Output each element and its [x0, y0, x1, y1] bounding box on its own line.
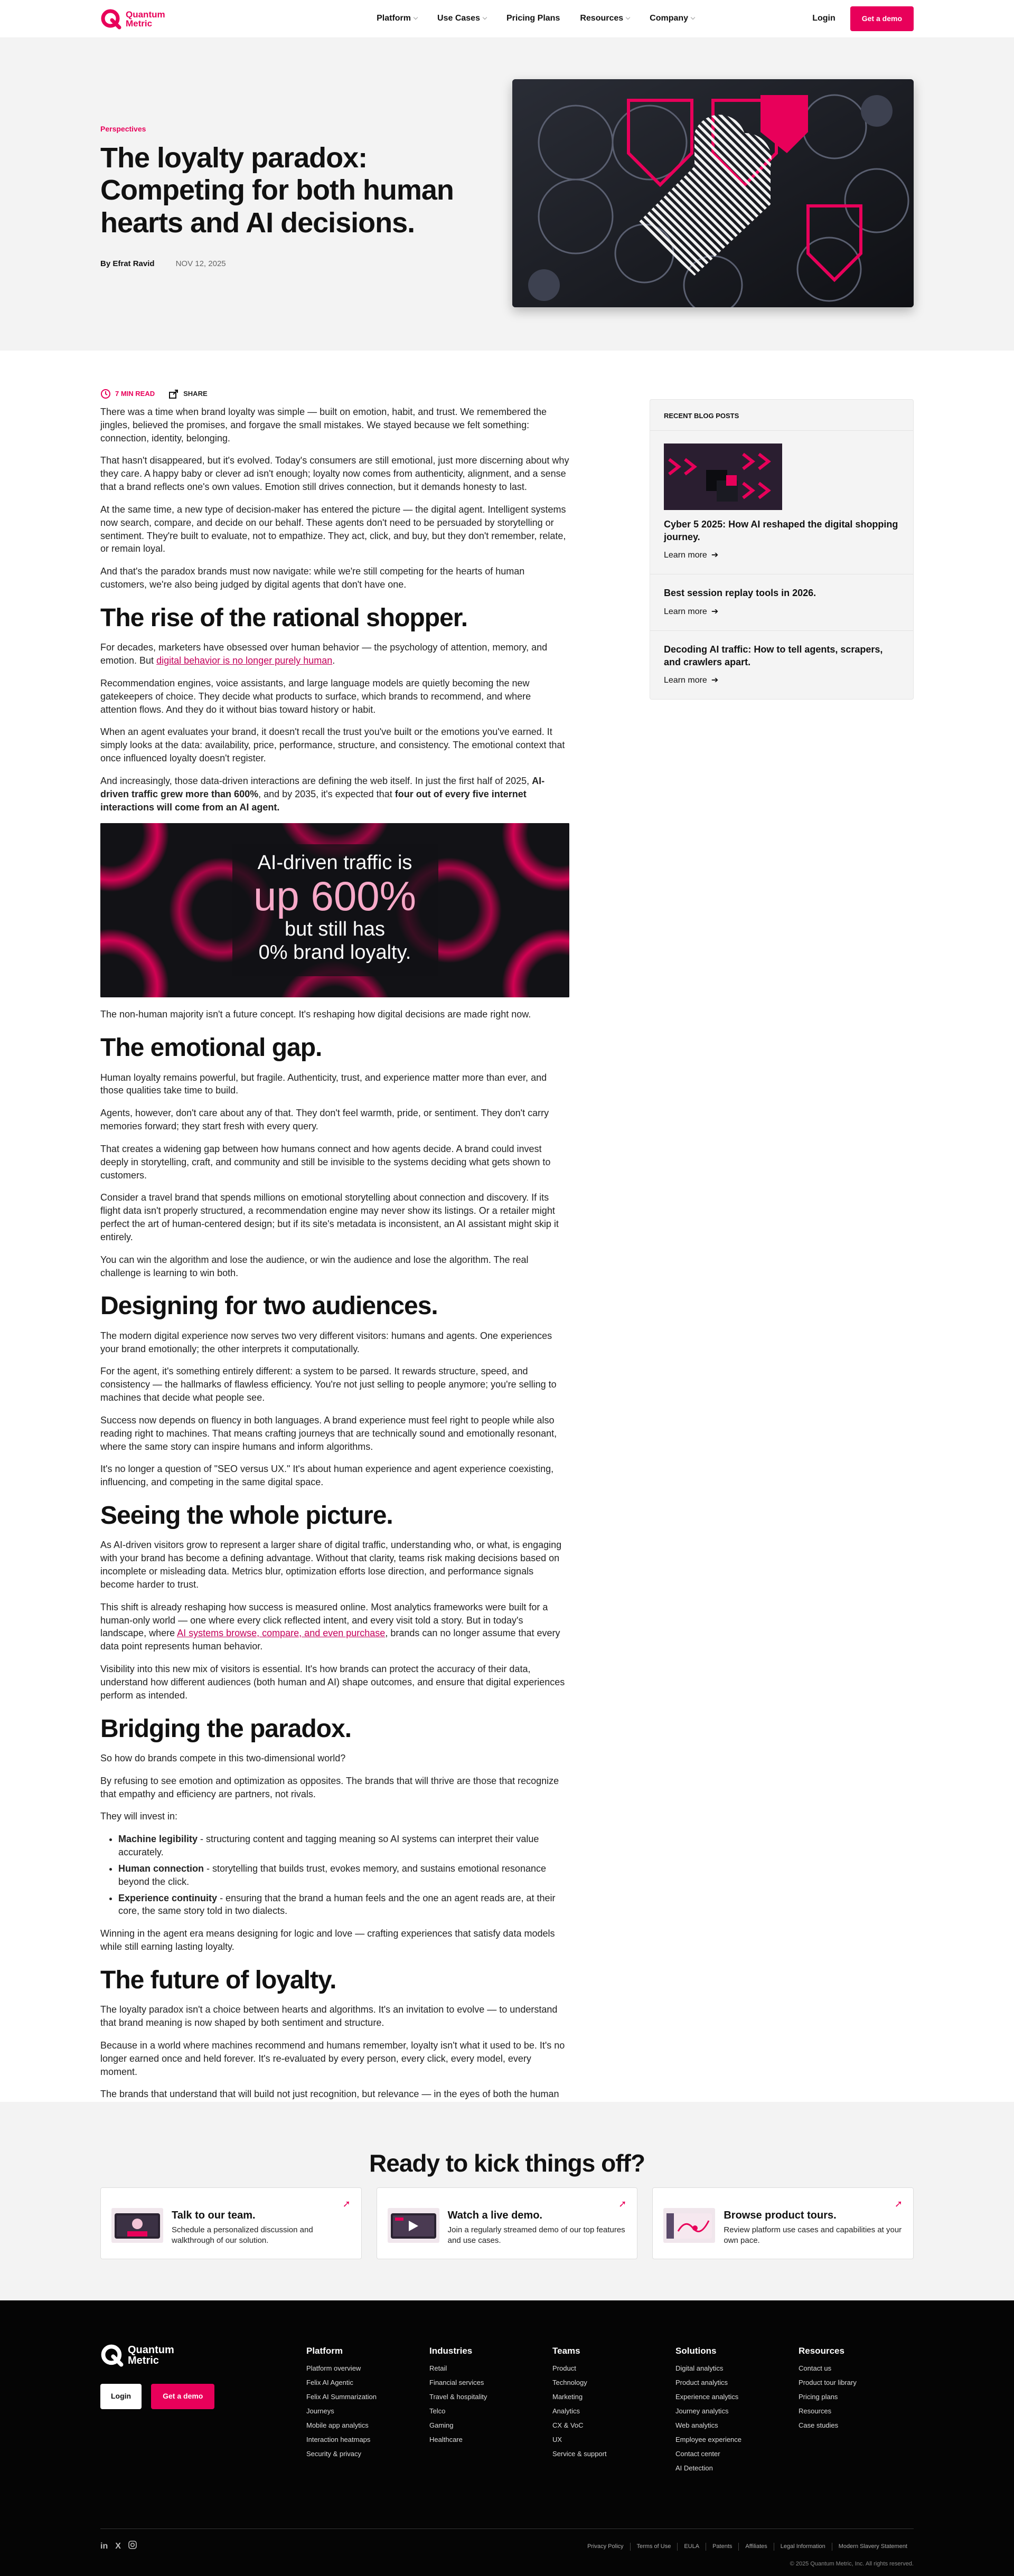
quantum-metric-logo-icon [100, 2344, 124, 2367]
logo[interactable] [100, 8, 259, 30]
cta-card-talk[interactable] [100, 2187, 362, 2259]
quantum-metric-logo-icon [100, 8, 121, 30]
post-title: Decoding AI traffic: How to tell agents, scrapers, and crawlers apart. [664, 644, 883, 667]
clock-icon [100, 389, 111, 399]
footer-link[interactable]: Analytics [552, 2407, 580, 2415]
chevron-down-icon [414, 15, 418, 20]
hearts-pattern-illustration [512, 79, 914, 307]
paragraph: That creates a widening gap between how humans connect and how agents decide. A brand could invest deeply in storytelling, craft, and community and still be invisible to the systems deciding what gets shown to customers. [100, 1143, 551, 1181]
paragraph [100, 775, 569, 814]
legal-link[interactable]: Modern Slavery Statement [838, 2543, 907, 2550]
paragraph: Consider a travel brand that spends millions on emotional storytelling about connection and discovery. If its flight data isn't properly structured, a recommendation engine may never show its listings. Or a retailer might perfect the art of human-centered design; but if its site's metadata is inconsistent, an AI assistant might skip it entirely. [100, 1192, 559, 1242]
bullet-list [118, 1833, 569, 1918]
section-heading: Designing for two audiences. [100, 1292, 438, 1320]
page-title: The loyalty paradox: Competing for both human hearts and AI decisions. [100, 141, 454, 239]
footer-link[interactable]: Journeys [306, 2407, 334, 2415]
paragraph: So how do brands compete in this two-dimensional world? [100, 1752, 346, 1763]
post-thumbnail [664, 444, 782, 510]
arrow-right-icon: ➔ [711, 675, 719, 685]
section-heading: The emotional gap. [100, 1034, 322, 1062]
footer-column [429, 2345, 552, 2479]
cta-card-text [172, 2208, 351, 2248]
paragraph: The non-human majority isn't a future concept. It's reshaping how digital decisions are made right now. [100, 1009, 531, 1020]
cta-section [0, 2102, 1014, 2300]
nav-company-label: Company [650, 14, 689, 23]
inline-link[interactable]: digital behavior is no longer purely human [156, 655, 333, 666]
footer-column [799, 2345, 922, 2479]
paragraph: The modern digital experience now serves two very different visitors: humans and agents. One experiences your brand emotionally; the other interprets it computationally. [100, 1330, 552, 1354]
recent-post-item[interactable] [650, 631, 913, 699]
cta-title: Ready to kick things off? [369, 2149, 645, 2177]
cta-card-text [448, 2208, 627, 2248]
stat-line: AI-driven traffic is [257, 852, 412, 874]
live-demo-icon [388, 2208, 439, 2243]
hero-text [100, 124, 481, 269]
arrow-up-right-icon: ➚ [342, 2198, 351, 2209]
paragraph: And that's the paradox brands must now navigate: while we're still competing for the hearts of human customers, we're also being judged by digital agents that don't have one. [100, 566, 525, 590]
footer-column-title: Platform [306, 2346, 343, 2356]
learn-more-link[interactable] [664, 606, 899, 618]
learn-more-label: Learn more [664, 550, 707, 560]
paragraph: There was a time when brand loyalty was simple — built on emotion, habit, and trust. We remembered the jingles, believed the promises, and forgave the small mistakes. We stayed because we felt something: connection, identity, belonging. [100, 407, 547, 444]
footer-column [306, 2345, 429, 2479]
chevron-pattern-thumbnail [664, 444, 782, 510]
nav-resources-label: Resources [580, 14, 624, 23]
footer-link[interactable]: Web analytics [675, 2421, 718, 2429]
copyright: © 2025 Quantum Metric, Inc. All rights reserved. [790, 2561, 914, 2567]
article-body [100, 389, 569, 2124]
nav-links [259, 13, 812, 24]
cta-card-text [724, 2208, 903, 2248]
share-button[interactable] [168, 389, 208, 399]
footer-link[interactable]: Security & privacy [306, 2449, 362, 2458]
recent-post-item[interactable] [650, 431, 913, 574]
learn-more-label: Learn more [664, 675, 707, 685]
paragraph: For the agent, it's something entirely different: a system to be parsed. It rewards structure, speed, and consistency — the hallmarks of flawless efficiency. You're not just selling to people anymore; you're selling to machines that decide what people see. [100, 1366, 557, 1403]
paragraph: It's no longer a question of "SEO versus UX." It's about human experience and agent experience coexisting, influencing, and competing in the same digital space. [100, 1464, 554, 1488]
content-area [0, 351, 1014, 2102]
paragraph: Recommendation engines, voice assistants, and large language models are quietly becoming the new gatekeepers of choice. They decide what products to surface, which brands to recommend, and where attention flows. And they do it without bias toward history or habit. [100, 677, 531, 715]
byline [100, 258, 481, 269]
paragraph: That hasn't disappeared, but it's evolved. Today's consumers are still emotional, just more discerning about why they care. A happy baby or clever ad isn't enough; loyalty now comes from authenticity, alignment, and a sense that a brand reflects one's own values. Emotion still drives connection, but it demands honesty to last. [100, 455, 569, 493]
footer-login-button[interactable]: Login [100, 2384, 142, 2409]
inline-link[interactable]: AI systems browse, compare, and even purchase [177, 1628, 386, 1639]
cta-card-title: Watch a live demo. [447, 2210, 542, 2221]
stat-text [100, 852, 569, 964]
footer-link[interactable]: Employee experience [675, 2435, 742, 2443]
footer-link[interactable]: Retail [429, 2364, 447, 2372]
footer-columns [306, 2345, 922, 2479]
cta-card-title: Talk to our team. [172, 2210, 256, 2221]
share-icon [168, 389, 179, 399]
footer-link[interactable]: Product tour library [799, 2378, 857, 2386]
footer-buttons [100, 2384, 214, 2409]
list-item-text: - storytelling that builds trust, evokes memory, and sustains emotional resonance beyond the click. [118, 1863, 546, 1887]
paragraph-text: . [332, 655, 335, 666]
footer-link[interactable]: Mobile app analytics [306, 2421, 369, 2429]
footer-link[interactable]: Gaming [429, 2421, 454, 2429]
paragraph: The loyalty paradox isn't a choice between hearts and algorithms. It's an invitation to evolve — to understand that brand meaning is now shaped by both sentiment and structure. [100, 2004, 558, 2028]
paragraph: By refusing to see emotion and optimization as opposites. The brands that will thrive are those that recognize that empathy and efficiency are partners, not rivals. [100, 1775, 559, 1799]
cta-card-body: Schedule a personalized discussion and walkthrough of our solution. [172, 2225, 313, 2245]
footer-link[interactable]: Platform overview [306, 2364, 361, 2372]
cta-card-body: Join a regularly streamed demo of our top features and use cases. [447, 2225, 625, 2245]
footer-column-title: Resources [799, 2346, 844, 2356]
bold-text: AI-driven traffic grew more than 600% [100, 775, 545, 799]
chevron-down-icon [691, 15, 695, 20]
talk-team-icon [111, 2208, 163, 2243]
paragraph-text: And increasingly, those data-driven interactions are defining the web itself. In just the first half of 2025, [100, 775, 532, 786]
section-heading: The rise of the rational shopper. [100, 603, 468, 632]
paragraph: Success now depends on fluency in both languages. A brand experience must feel right to people while also reading right to machines. That means crafting journeys that are technically sound and emotionally resonant, where the same story can inspire humans and inform algorithms. [100, 1414, 557, 1452]
paragraph [100, 1601, 569, 1653]
category-kicker[interactable]: Perspectives [100, 125, 146, 133]
footer-link[interactable]: Contact us [799, 2364, 832, 2372]
stat-graphic [100, 823, 569, 997]
recent-posts-sidebar [650, 399, 914, 700]
cta-card-demo[interactable] [377, 2187, 638, 2259]
section-heading: Bridging the paradox. [100, 1714, 352, 1743]
list-item-term: Machine legibility [118, 1834, 198, 1845]
list-item [118, 1862, 569, 1889]
section-heading: Seeing the whole picture. [100, 1502, 393, 1530]
post-title: Best session replay tools in 2026. [664, 588, 816, 599]
learn-more-link[interactable] [664, 675, 899, 686]
stat-highlight: up 600% [253, 873, 416, 920]
cta-cards [100, 2187, 914, 2259]
publish-date: NOV 12, 2025 [175, 259, 226, 269]
footer-link[interactable]: Pricing plans [799, 2392, 838, 2401]
footer-link[interactable]: Travel & hospitality [429, 2392, 487, 2401]
paragraph: Visibility into this new mix of visitors is essential. It's how brands can protect the accuracy of their data, understand how different audiences (both human and AI) shape outcomes, and ensure that digital experiences perform as intended. [100, 1664, 565, 1701]
paragraph: They will invest in: [100, 1811, 178, 1822]
nav-platform-label: Platform [377, 14, 411, 23]
legal-links [581, 2543, 914, 2551]
footer-link[interactable]: Contact center [675, 2449, 720, 2458]
instagram-icon[interactable] [128, 2541, 137, 2553]
stat-line: 0% brand loyalty. [258, 941, 411, 964]
chevron-down-icon [626, 15, 630, 20]
list-item-text: - ensuring that the brand a human feels and the one an agent reads are, at their core, the same story told in two dialects. [118, 1892, 556, 1917]
nav-use-cases[interactable] [437, 13, 486, 24]
footer-demo-button[interactable]: Get a demo [151, 2384, 214, 2409]
list-item-term: Experience continuity [118, 1892, 218, 1903]
arrow-up-right-icon: ➚ [618, 2198, 627, 2209]
logo-text-line2: Metric [128, 2355, 159, 2366]
arrow-right-icon: ➔ [711, 550, 719, 560]
stat-line: but still has [284, 918, 386, 941]
paragraph: At the same time, a new type of decision-maker has entered the picture — the digital agent. Intelligent systems now search, compare, and decide on our behalf. These agents don't need to be persuaded by storytelling or sentiment. They're built to evaluate, not to empathize. They act, click, and buy, but they don't remember, relate, or remain loyal. [100, 504, 566, 554]
arrow-right-icon: ➔ [711, 607, 719, 616]
list-item [118, 1892, 569, 1918]
nav-use-cases-label: Use Cases [437, 14, 480, 23]
paragraph-text: This shift is already reshaping how success is measured online. Most analytics frameworks were built for a human-only world — one where every click reflected intent, and every visit told a story. But in today's landscape, where [100, 1601, 548, 1639]
footer-link[interactable]: Product [552, 2364, 576, 2372]
author-name[interactable]: Efrat Ravid [112, 259, 155, 269]
social-links [100, 2541, 137, 2553]
footer-link[interactable]: Case studies [799, 2421, 839, 2429]
top-nav [0, 0, 1014, 38]
paragraph: You can win the algorithm and lose the audience, or win the audience and lose the algorithm. The real challenge is learning to win both. [100, 1254, 529, 1278]
paragraph: Human loyalty remains powerful, but fragile. Authenticity, trust, and experience matter more than ever, and those qualities take time to build. [100, 1072, 547, 1096]
footer-column [552, 2345, 675, 2479]
footer-link[interactable]: Felix AI Summarization [306, 2392, 377, 2401]
list-item-term: Human connection [118, 1863, 204, 1874]
footer-link[interactable]: Digital analytics [675, 2364, 724, 2372]
footer-link[interactable]: Marketing [552, 2392, 583, 2401]
footer-link[interactable]: AI Detection [675, 2464, 713, 2472]
cta-card-body: Review platform use cases and capabilities at your own pace. [724, 2225, 902, 2245]
footer-column-title: Teams [552, 2346, 580, 2356]
footer-link[interactable]: Interaction heatmaps [306, 2435, 371, 2443]
list-item-text: - structuring content and tagging meaning so AI systems can interpret their value accurately. [118, 1834, 539, 1858]
footer-link[interactable]: Product analytics [675, 2378, 728, 2386]
footer-link[interactable]: Resources [799, 2407, 832, 2415]
linkedin-icon[interactable]: in [100, 2542, 108, 2551]
x-twitter-icon[interactable]: X [115, 2542, 121, 2551]
hero-image [512, 79, 914, 307]
legal-link[interactable]: Legal Information [774, 2543, 832, 2551]
paragraph-text: , and by 2035, it's expected that [258, 788, 395, 799]
list-item [118, 1833, 569, 1859]
footer-column-title: Solutions [675, 2346, 717, 2356]
logo-text-line1: Quantum [126, 9, 165, 20]
cta-card-title: Browse product tours. [724, 2210, 837, 2221]
sidebar-title: RECENT BLOG POSTS [650, 400, 913, 431]
footer-column-title: Industries [429, 2346, 473, 2356]
footer-logo[interactable] [100, 2344, 174, 2367]
hero [0, 38, 1014, 351]
paragraph-text: For decades, marketers have obsessed over human behavior — the psychology of attention, memory, and emotion. But [100, 642, 548, 666]
read-time-label: 7 MIN READ [115, 390, 155, 398]
footer-link[interactable]: UX [552, 2435, 562, 2443]
learn-more-link[interactable] [664, 550, 899, 561]
arrow-up-right-icon: ➚ [894, 2198, 903, 2209]
footer-link[interactable]: CX & VoC [552, 2421, 584, 2429]
nav-resources[interactable] [580, 13, 630, 24]
footer-bottom-bar [100, 2528, 914, 2553]
legal-link[interactable]: EULA [678, 2543, 706, 2551]
logo-text-line2: Metric [126, 18, 153, 29]
nav-pricing-label: Pricing Plans [506, 14, 560, 23]
paragraph [100, 641, 569, 667]
paragraph: When an agent evaluates your brand, it doesn't recall the trust you've built or the emotions you've earned. It simply looks at the data: availability, price, performance, structure, and consistency. The emotional context that once influenced loyalty doesn't register. [100, 726, 565, 764]
nav-pricing[interactable] [506, 13, 560, 24]
recent-post-item[interactable] [650, 574, 913, 631]
paragraph: The brands that understand that will build not just recognition, but relevance — in the eyes of both the human [100, 2089, 559, 2100]
footer-column [675, 2345, 799, 2479]
footer-link[interactable]: Experience analytics [675, 2392, 739, 2401]
read-time [100, 389, 155, 399]
section-heading: The future of loyalty. [100, 1966, 336, 1994]
login-link[interactable]: Login [812, 14, 835, 23]
footer-link[interactable]: Healthcare [429, 2435, 463, 2443]
footer-link[interactable]: Technology [552, 2378, 587, 2386]
paragraph: Agents, however, don't care about any of that. They don't feel warmth, pride, or sentiment. They don't carry memories forward; they start fresh with every query. [100, 1108, 549, 1132]
paragraph: Because in a world where machines recommend and humans remember, loyalty isn't what it used to be. It's no longer earned once and held forever. It's re-evaluated by every person, every click, every model, every moment. [100, 2040, 565, 2077]
share-label: SHARE [183, 390, 208, 398]
chevron-down-icon [483, 15, 487, 20]
footer-link[interactable]: Telco [429, 2407, 446, 2415]
footer-link[interactable]: Financial services [429, 2378, 484, 2386]
legal-link[interactable]: Affiliates [739, 2543, 774, 2551]
nav-company[interactable] [650, 13, 694, 24]
footer-link[interactable]: Service & support [552, 2449, 607, 2458]
legal-link[interactable]: Terms of Use [631, 2543, 678, 2551]
footer-link[interactable]: Felix AI Agentic [306, 2378, 353, 2386]
learn-more-label: Learn more [664, 607, 707, 616]
footer [0, 2300, 1014, 2576]
paragraph: As AI-driven visitors grow to represent a larger share of digital traffic, understanding who, or what, is engaging with your brand has become a defining advantage. Without that clarity, teams risk making decisions based on incomplete or misleading data. Metrics blur, optimization efforts lose direction, and performance signals become harder to trust. [100, 1540, 562, 1590]
bold-text: four out of every five internet interactions will come from an AI agent. [100, 788, 527, 813]
legal-link[interactable]: Privacy Policy [581, 2543, 630, 2551]
logo-text-line1: Quantum [128, 2344, 174, 2356]
cta-card-tours[interactable] [652, 2187, 914, 2259]
paragraph-text: , brands can no longer assume that every data point represents human behavior. [100, 1628, 560, 1652]
legal-link[interactable]: Patents [706, 2543, 739, 2551]
product-tours-icon [663, 2208, 715, 2243]
nav-platform[interactable] [377, 13, 417, 24]
footer-link[interactable]: Journey analytics [675, 2407, 729, 2415]
post-title: Cyber 5 2025: How AI reshaped the digital shopping journey. [664, 519, 898, 542]
nav-actions [812, 6, 914, 32]
author-prefix: By [100, 259, 111, 269]
paragraph: Winning in the agent era means designing for logic and love — crafting experiences that satisfy data models while still earning lasting loyalty. [100, 1928, 555, 1952]
article-meta [100, 389, 569, 399]
get-demo-button[interactable]: Get a demo [850, 6, 914, 32]
